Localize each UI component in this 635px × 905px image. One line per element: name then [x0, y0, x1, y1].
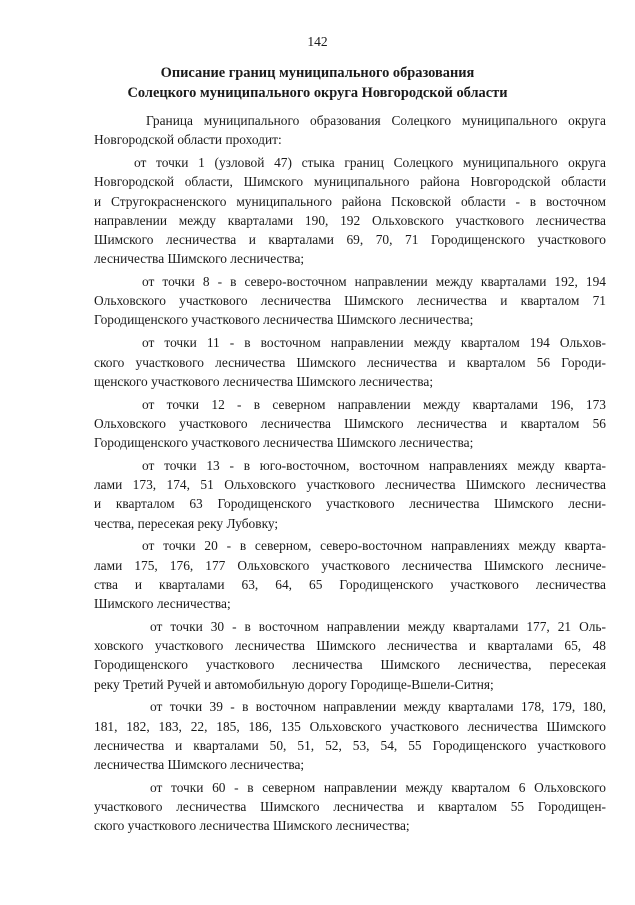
text-line: от точки 20 - в северном, северо-восточном направлениях между кварта- — [142, 538, 606, 554]
text-line: Городищенского участкового лесничества Шимского лесничества, пересекая — [94, 657, 606, 673]
text-line: направлении между кварталами 190, 192 Ольховского участкового лесничества — [94, 212, 606, 228]
text-line: от точки 39 - в восточном направлении между кварталами 178, 179, 180, — [150, 699, 606, 715]
text-line: Городищенского участкового лесничества Шимского лесничества; — [94, 312, 474, 328]
text-line: реку Третий Ручей и автомобильную дорогу Городище-Вшели-Ситня; — [94, 676, 494, 692]
text-line: лесничества Шимского лесничества; — [94, 251, 305, 267]
text-line: 181, 182, 183, 22, 185, 186, 135 Ольховского участкового лесничества Шимского — [94, 718, 606, 734]
title-line: Описание границ муниципального образования — [160, 65, 475, 81]
text-line: лами 175, 176, 177 Ольховского участкового лесничества Шимского лесниче- — [94, 557, 606, 573]
text-line: Ольховского участкового лесничества Шимского лесничества и кварталом 56 — [94, 415, 606, 431]
paragraph-point-20 — [94, 536, 606, 613]
text-line: Городищенского участкового лесничества Шимского лесничества; — [94, 435, 474, 450]
paragraph-point-1 — [94, 153, 606, 268]
text-line: ства и кварталами 63, 64, 65 Городищенского участкового лесничества — [94, 576, 606, 592]
text-line: от точки 1 (узловой 47) стыка границ Солецкого муниципального округа — [134, 155, 606, 171]
text-line: ховского участкового лесничества Шимского лесничества и кварталами 65, 48 — [94, 638, 606, 654]
text-line: лами 173, 174, 51 Ольховского участкового лесничества Шимского лесничества — [94, 477, 606, 493]
text-line: лесничества и кварталами 50, 51, 52, 53, 54, 55 Городищенского участкового — [94, 737, 606, 753]
paragraph-point-39 — [94, 697, 606, 774]
text-line: от точки 60 - в северном направлении между кварталом 6 Ольховского — [150, 779, 606, 795]
text-line: Шимского лесничества и кварталами 69, 70, 71 Городищенского участкового — [94, 231, 606, 247]
paragraph-point-11 — [94, 333, 606, 391]
text-line: от точки 30 - в восточном направлении между кварталами 177, 21 Оль- — [150, 618, 606, 634]
text-line: ского участкового лесничества Шимского лесничества и кварталом 56 Городи- — [94, 354, 606, 370]
text-line: Новгородской области, Шимского муниципального района Новгородской области — [94, 174, 606, 190]
paragraph-point-30 — [94, 617, 606, 694]
paragraph-intro — [94, 111, 606, 149]
text-line: чества, пересекая реку Лубовку; — [94, 515, 279, 531]
text-line: Новгородской области проходит: — [94, 132, 282, 148]
text-line: Ольховского участкового лесничества Шимского лесничества и кварталом 71 — [94, 293, 606, 309]
text-line: участкового лесничества Шимского лесничества и кварталом 55 Городищен- — [94, 799, 606, 815]
text-line: от точки 8 - в северо-восточном направлении между кварталами 192, 194 — [142, 274, 606, 289]
text-line: Шимского лесничества; — [94, 596, 231, 611]
title-line: Солецкого муниципального округа Новгородской области — [127, 84, 508, 101]
document-title — [40, 64, 595, 103]
paragraph-point-8 — [94, 272, 606, 330]
text-line: и Стругокрасненского муниципального района Псковской области - в восточном — [94, 193, 606, 209]
text-line: лесничества Шимского лесничества; — [94, 757, 305, 772]
text-line: от точки 12 - в северном направлении между кварталами 196, 173 — [142, 396, 606, 412]
paragraph-point-13 — [94, 456, 606, 533]
text-line: ского участкового лесничества Шимского лесничества; — [94, 818, 410, 834]
paragraph-point-60 — [94, 778, 606, 836]
page-number: 142 — [307, 34, 328, 49]
text-line: и кварталом 63 Городищенского участкового лесничества Шимского лесни- — [94, 496, 606, 512]
text-line: от точки 13 - в юго-восточном, восточном направлениях между кварта- — [142, 457, 606, 473]
paragraph-point-12 — [94, 395, 606, 453]
text-line: от точки 11 - в восточном направлении между кварталом 194 Ольхов- — [142, 335, 606, 351]
text-line: Граница муниципального образования Солецкого муниципального округа — [146, 113, 606, 128]
document-body — [94, 111, 606, 839]
text-line: щенского участкового лесничества Шимского лесничества; — [94, 373, 434, 389]
